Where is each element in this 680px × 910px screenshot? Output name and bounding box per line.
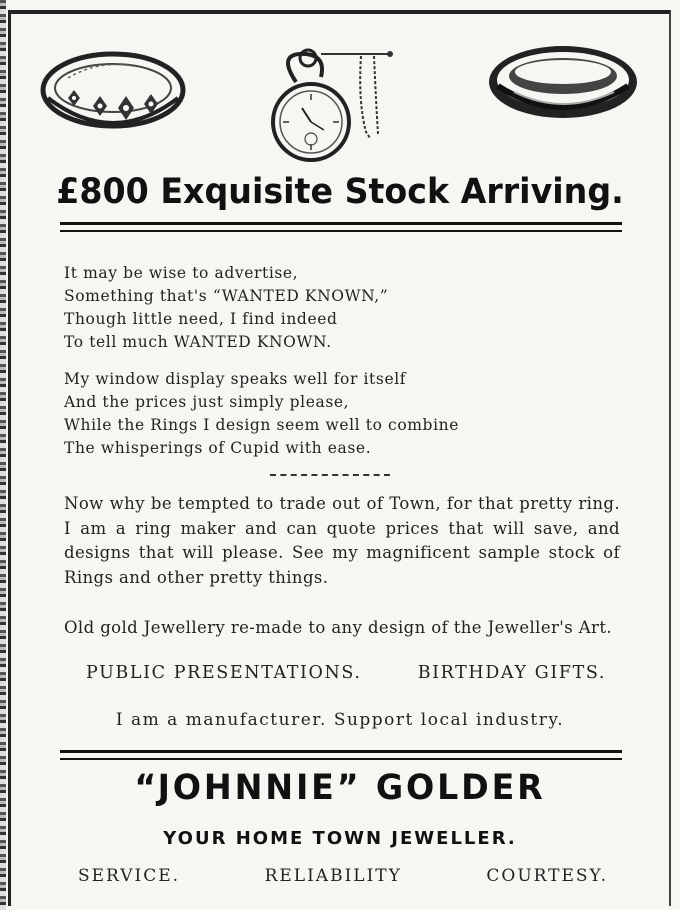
offering-birthday-gifts: BIRTHDAY GIFTS. bbox=[417, 663, 606, 683]
poem-line: The whisperings of Cupid with ease. bbox=[64, 439, 372, 457]
headline-rule-thin bbox=[60, 230, 622, 232]
poem-line: My window display speaks well for itself bbox=[64, 370, 407, 388]
offering-presentations: PUBLIC PRESENTATIONS. bbox=[86, 663, 362, 683]
value-service: SERVICE. bbox=[78, 866, 181, 886]
poem-stanza-1 bbox=[64, 262, 388, 354]
poem-line: To tell much WANTED KNOWN. bbox=[64, 333, 332, 351]
gold-band-ring-icon bbox=[484, 40, 642, 130]
footer-rule bbox=[60, 750, 622, 753]
body-paragraph-2: Old gold Jewellery re-made to any design of the Jeweller's Art. bbox=[64, 618, 613, 637]
section-divider bbox=[270, 474, 390, 476]
values-row bbox=[78, 866, 608, 886]
business-tagline: YOUR HOME TOWN JEWELLER. bbox=[163, 828, 517, 849]
value-reliability: RELIABILITY bbox=[264, 866, 402, 886]
headline-rule bbox=[60, 222, 622, 225]
manufacturer-line: I am a manufacturer. Support local industry. bbox=[115, 710, 565, 730]
headline: £800 Exquisite Stock Arriving. bbox=[56, 172, 624, 212]
business-name: “JOHNNIE” GOLDER bbox=[134, 768, 546, 808]
diamond-ring-icon bbox=[38, 48, 188, 138]
poem-stanza-2 bbox=[64, 368, 459, 460]
scan-edge bbox=[0, 0, 6, 910]
offerings-line bbox=[86, 663, 606, 683]
footer-rule-thin bbox=[60, 758, 622, 760]
poem-line: Something that's “WANTED KNOWN,” bbox=[64, 287, 389, 305]
poem-line: Though little need, I find indeed bbox=[64, 310, 338, 328]
poem-line: It may be wise to advertise, bbox=[64, 264, 299, 282]
value-courtesy: COURTESY. bbox=[486, 866, 608, 886]
poem-line: While the Rings I design seem well to combine bbox=[64, 416, 459, 434]
body-paragraph-1: Now why be tempted to trade out of Town, for that pretty ring. I am a ring maker and can quote prices that will save, and designs that will please. See my magnificent sample stock of Rings and other pretty things. bbox=[64, 494, 620, 587]
pocket-watch-icon bbox=[266, 42, 396, 164]
poem-line: And the prices just simply please, bbox=[64, 393, 350, 411]
